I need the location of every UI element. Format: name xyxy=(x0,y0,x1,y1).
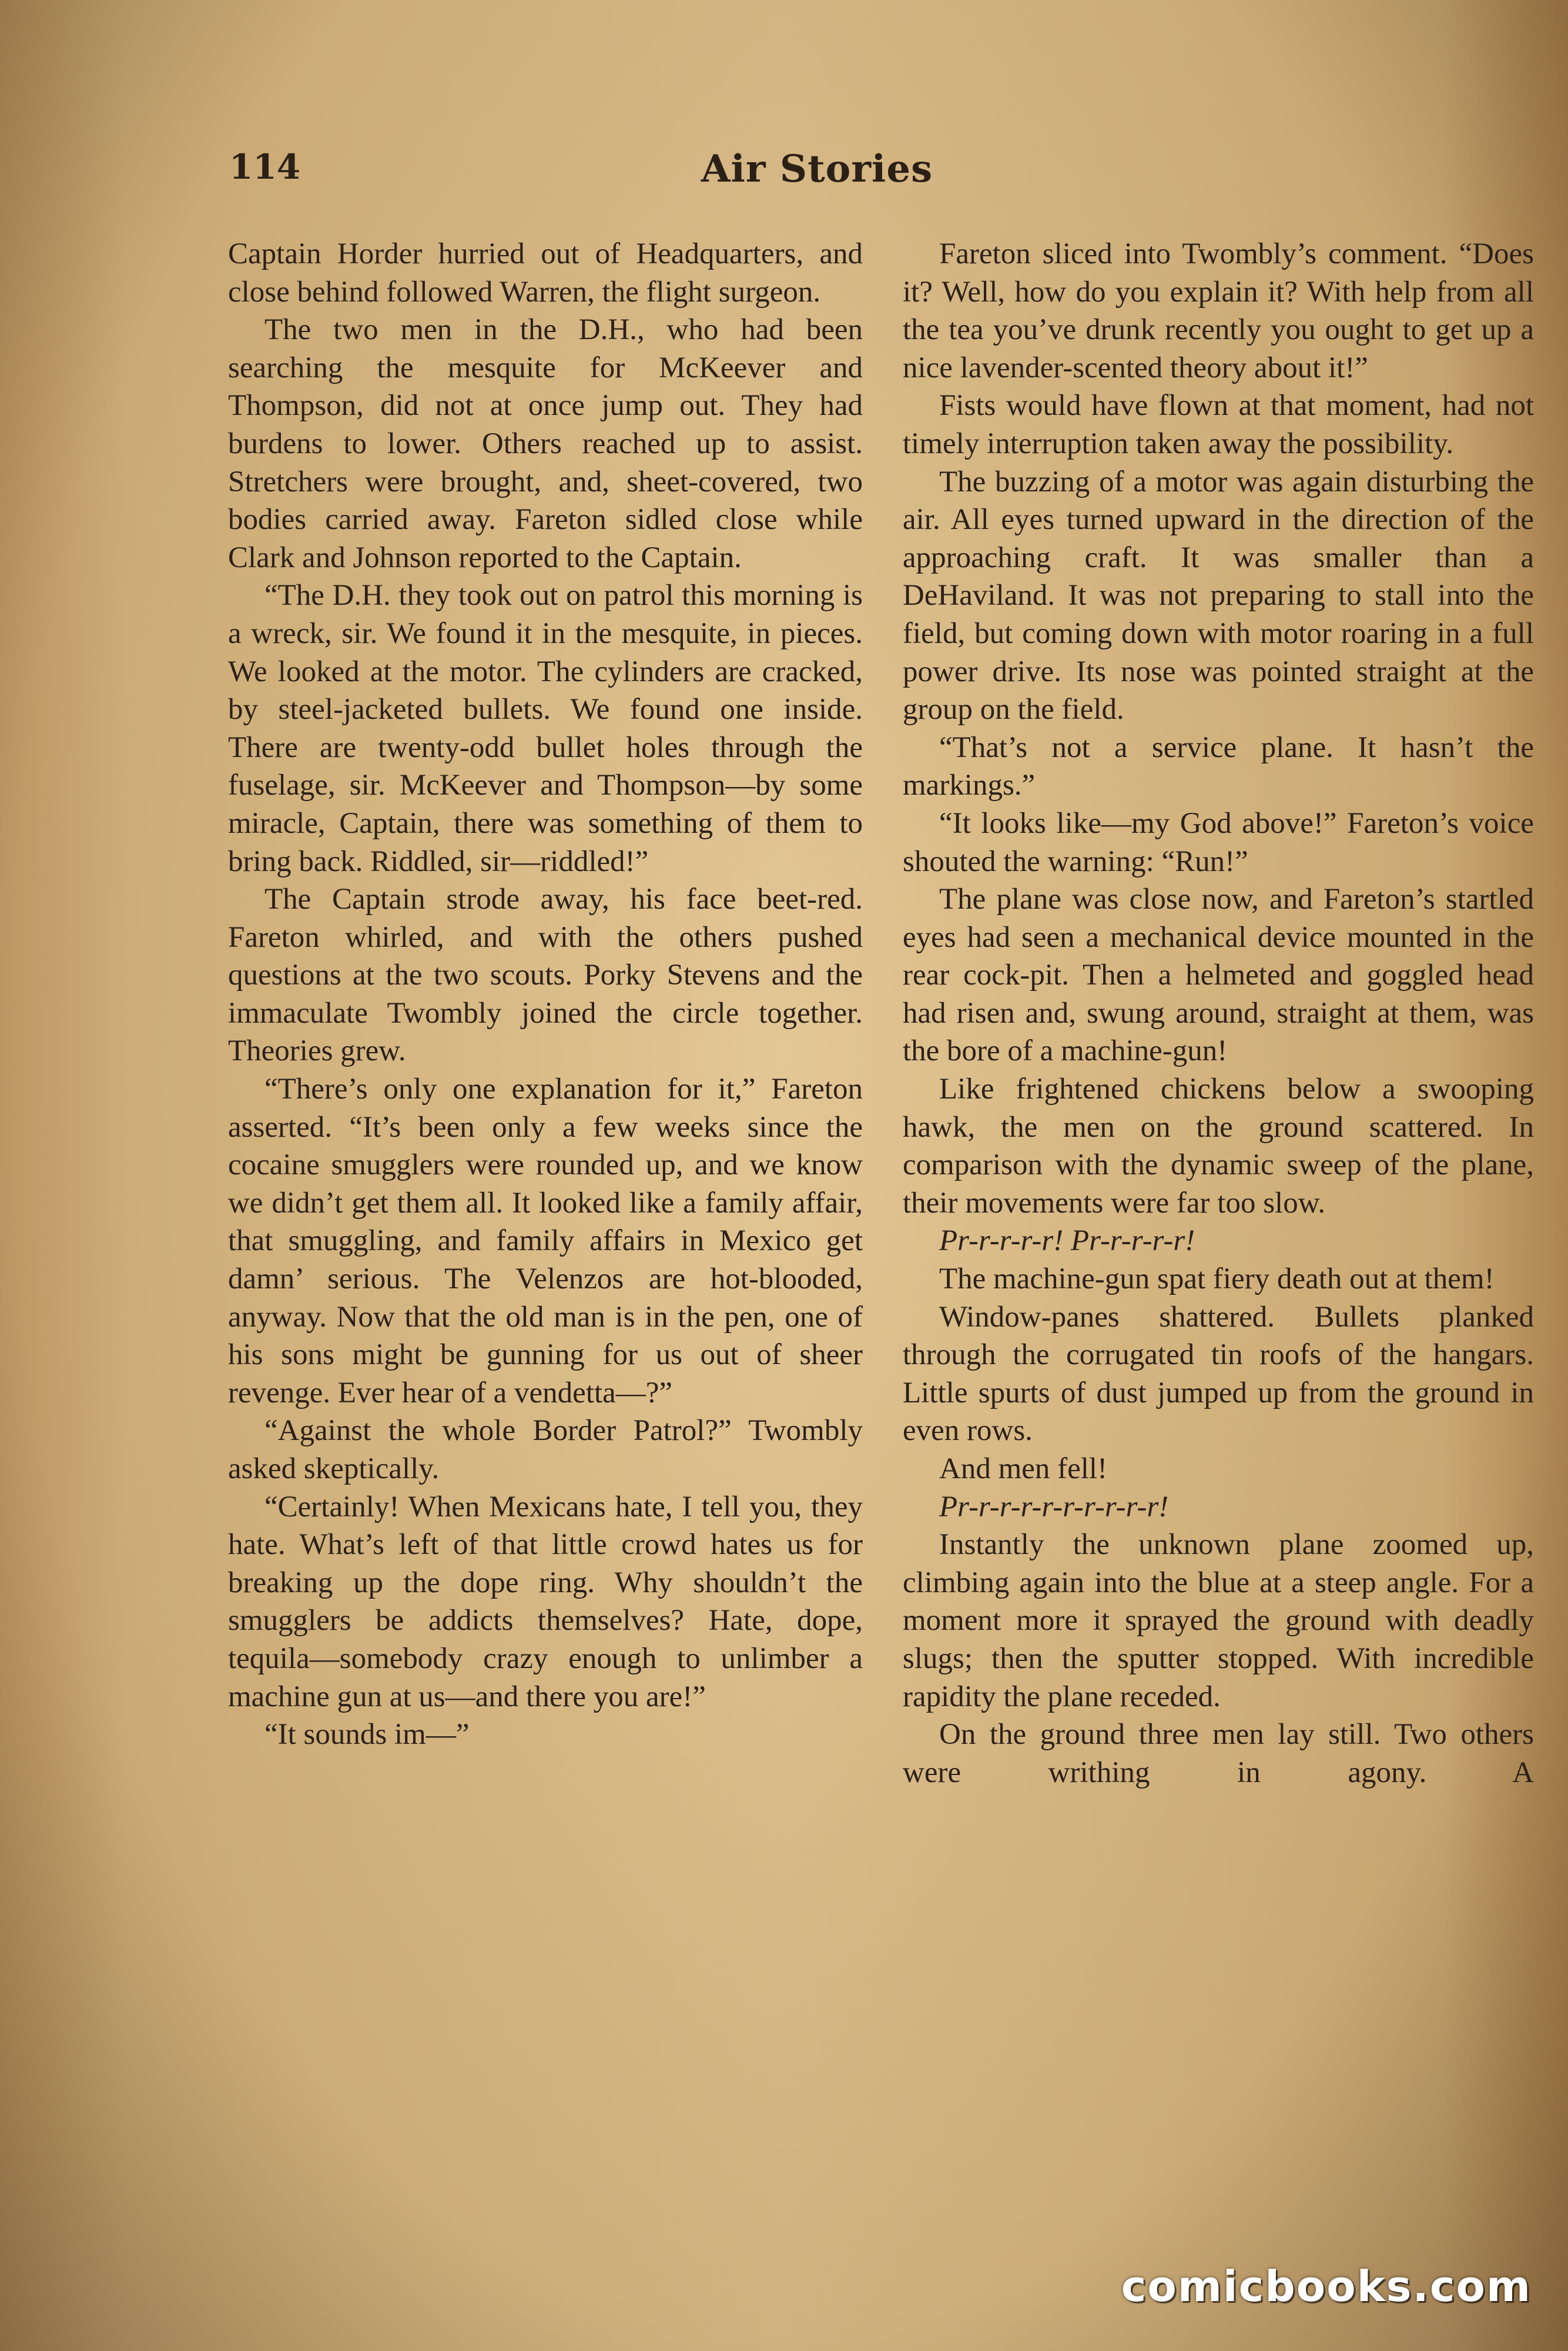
paragraph: Instantly the unknown plane zoomed up, climbing again into the blue at a steep angle. For a moment more it sprayed the ground with deadly slugs; then the sputter stopped. With incredible rapidity the plane receded. xyxy=(903,1528,1534,1713)
paragraph: Like frightened chickens below a swooping hawk, the men on the ground scattered. In comparison with the dynamic sweep of the plane, their movements were far too slow. xyxy=(903,1073,1534,1220)
running-title: Air Stories xyxy=(701,147,933,191)
right-column xyxy=(903,235,1534,1791)
paragraph: “It looks like—my God above!” Fareton’s voice shouted the warning: “Run!” xyxy=(903,806,1534,878)
paragraph: Window-panes shattered. Bullets planked through the corrugated tin roofs of the hangars. Little spurts of dust jumped up from the ground in even rows. xyxy=(903,1300,1534,1448)
paragraph: Fists would have flown at that moment, had not timely interruption taken away the possibility. xyxy=(903,389,1534,460)
watermark: comicbooks.com xyxy=(1121,2262,1532,2311)
paragraph: The two men in the D.H., who had been searching the mesquite for McKeever and Thompson, did not at once jump out. They had burdens to lower. Others reached up to assist. Stretchers were brought, and, sheet-covered, two bodies carried away. Fareton sidled close while Clark and Johnson reported to the Captain. xyxy=(228,313,863,574)
paragraph: The machine-gun spat fiery death out at them! xyxy=(939,1262,1495,1296)
paragraph: The buzzing of a motor was again disturbing the air. All eyes turned upward in the direction of the approaching craft. It was smaller than a DeHaviland. It was not preparing to stall into the field, but coming down with motor roaring in a full power drive. Its nose was pointed straight at the group on the field. xyxy=(903,465,1534,726)
paragraph: “Against the whole Border Patrol?” Twombly asked skeptically. xyxy=(228,1414,863,1485)
page-header xyxy=(229,147,1405,200)
paragraph: On the ground three men lay still. Two others were writhing in agony. A xyxy=(903,1718,1534,1789)
paragraph: And men fell! xyxy=(939,1452,1108,1485)
paragraph: The Captain strode away, his face beet-red. Fareton whirled, and with the others pushed questions at the two scouts. Porky Stevens and the immaculate Twombly joined the circle together. Theories grew. xyxy=(228,883,863,1068)
paragraph: “That’s not a service plane. It hasn’t the markings.” xyxy=(903,731,1534,802)
left-column xyxy=(228,235,863,1754)
paragraph: “There’s only one explanation for it,” Fareton asserted. “It’s been only a few weeks since the cocaine smugglers were rounded up, and we know we didn’t get them all. It looked like a family affair, that smuggling, and family affairs in Mexico get damn’ serious. The Velenzos are hot-blooded, anyway. Now that the old man is in the pen, one of his sons might be gunning for us out of sheer revenge. Ever hear of a vendetta—?” xyxy=(228,1073,863,1409)
paragraph: “Certainly! When Mexicans hate, I tell you, they hate. What’s left of that little crowd hates us for breaking up the dope ring. Why shouldn’t the smugglers be addicts themselves? Hate, dope, tequila—somebody crazy enough to unlimber a machine gun at us—and there you are!” xyxy=(228,1490,863,1713)
paragraph: “The D.H. they took out on patrol this morning is a wreck, sir. We found it in the mesquite, in pieces. We looked at the motor. The cylinders are cracked, by steel-jacketed bullets. We found one inside. There are twenty-odd bullet holes through the fuselage, sir. McKeever and Thompson—by some miracle, Captain, there was something of them to bring back. Riddled, sir—riddled!” xyxy=(228,579,863,878)
paragraph: Fareton sliced into Twombly’s comment. “Does it? Well, how do you explain it? With help from all the tea you’ve drunk recently you ought to get up a nice lavender-scented theory about it!” xyxy=(903,237,1534,384)
sound-effect: Pr-r-r-r-r-r-r-r-r-r! xyxy=(939,1490,1169,1523)
paragraph: The plane was close now, and Fareton’s startled eyes had seen a mechanical device mounted in the rear cock-pit. Then a helmeted and goggled head had risen and, swung around, straight at them, was the bore of a machine-gun! xyxy=(903,883,1534,1068)
sound-effect: Pr-r-r-r-r! Pr-r-r-r-r! xyxy=(939,1224,1195,1258)
paragraph: “It sounds im—” xyxy=(264,1718,470,1751)
page-number: 114 xyxy=(229,147,301,187)
paragraph: Captain Horder hurried out of Headquarters, and close behind followed Warren, the flight surgeon. xyxy=(228,237,863,309)
